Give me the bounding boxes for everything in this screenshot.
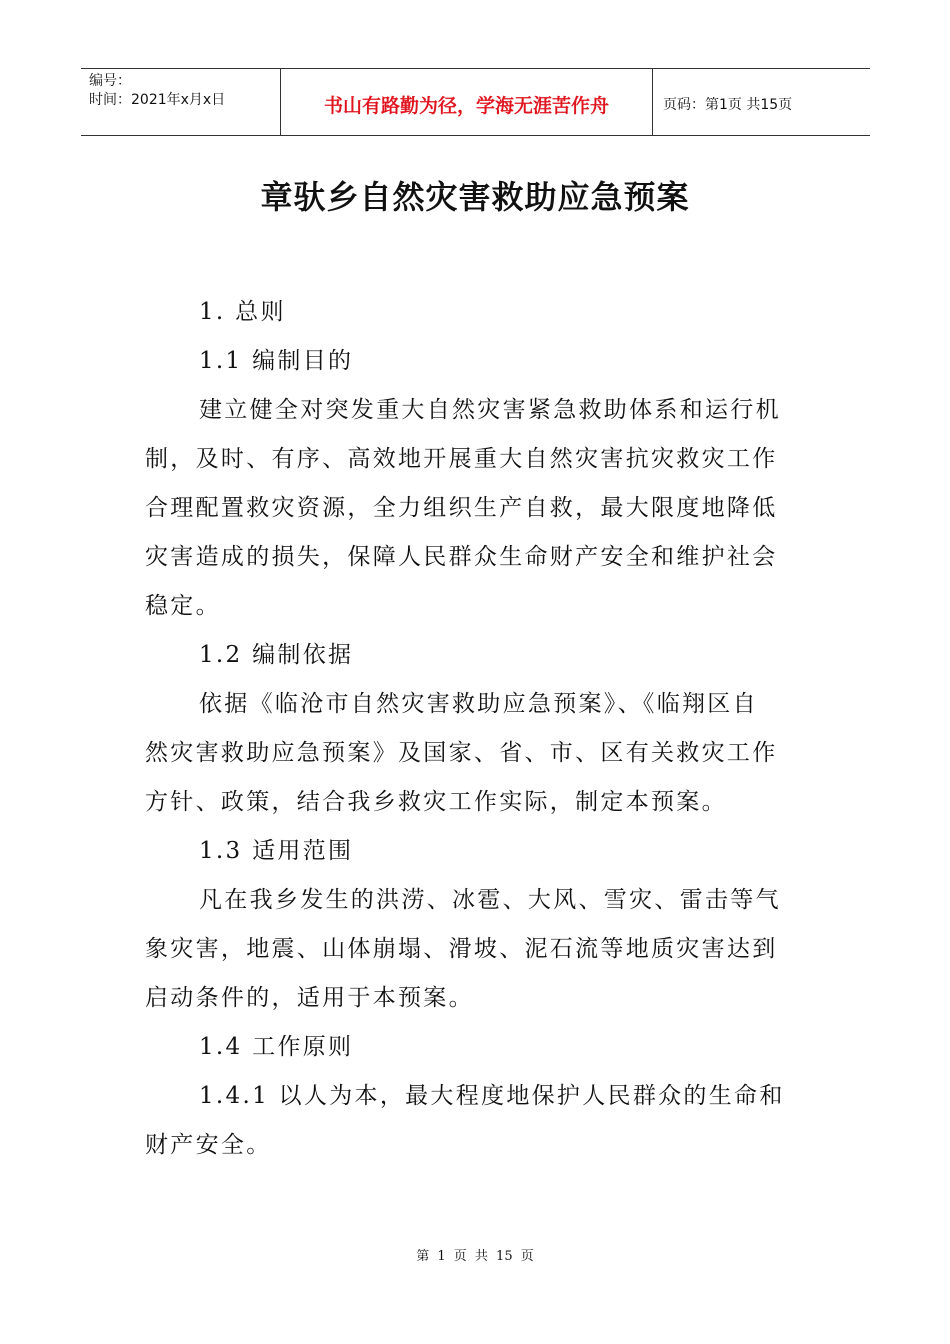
header-meta	[81, 69, 281, 135]
time-label: 时间：2021年x月x日	[89, 92, 226, 108]
paragraph-line: 财产安全。	[145, 1132, 272, 1158]
paragraph-line: 灾害造成的损失，保障人民群众生命财产安全和维护社会	[145, 544, 778, 570]
document-body	[145, 288, 810, 1170]
paragraph-line: 然灾害救助应急预案》及国家、省、市、区有关救灾工作	[145, 740, 778, 766]
paragraph-line: 制，及时、有序、高效地开展重大自然灾害抗灾救灾工作	[145, 446, 778, 472]
subsection-heading: 1.2 编制依据	[199, 642, 354, 668]
subsection-heading: 1.4 工作原则	[199, 1034, 354, 1060]
number-label: 编号：	[89, 73, 131, 89]
paragraph-line: 1.4.1 以人为本，最大程度地保护人民群众的生命和	[199, 1083, 785, 1109]
paragraph-line: 合理配置救灾资源，全力组织生产自救，最大限度地降低	[145, 495, 778, 521]
header-motto: 书山有路勤为径，学海无涯苦作舟	[281, 69, 653, 135]
subsection-heading: 1.1 编制目的	[199, 348, 354, 374]
section-heading: 1. 总则	[199, 299, 286, 325]
header-page-info: 页码：第1页 共15页	[663, 97, 793, 113]
page-header	[81, 68, 870, 136]
paragraph-line: 启动条件的，适用于本预案。	[145, 985, 474, 1011]
paragraph-line: 凡在我乡发生的洪涝、冰雹、大风、雪灾、雷击等气	[199, 887, 781, 913]
subsection-heading: 1.3 适用范围	[199, 838, 354, 864]
paragraph-line: 象灾害，地震、山体崩塌、滑坡、泥石流等地质灾害达到	[145, 936, 778, 962]
page-footer: 第 1 页 共 15 页	[416, 1249, 534, 1264]
paragraph-line: 建立健全对突发重大自然灾害紧急救助体系和运行机	[199, 397, 781, 423]
paragraph-line: 方针、政策，结合我乡救灾工作实际，制定本预案。	[145, 789, 727, 815]
paragraph-line: 稳定。	[145, 593, 221, 619]
document-title: 章驮乡自然灾害救助应急预案	[260, 178, 690, 216]
paragraph-line: 依据《临沧市自然灾害救助应急预案》、《临翔区自	[199, 691, 758, 717]
